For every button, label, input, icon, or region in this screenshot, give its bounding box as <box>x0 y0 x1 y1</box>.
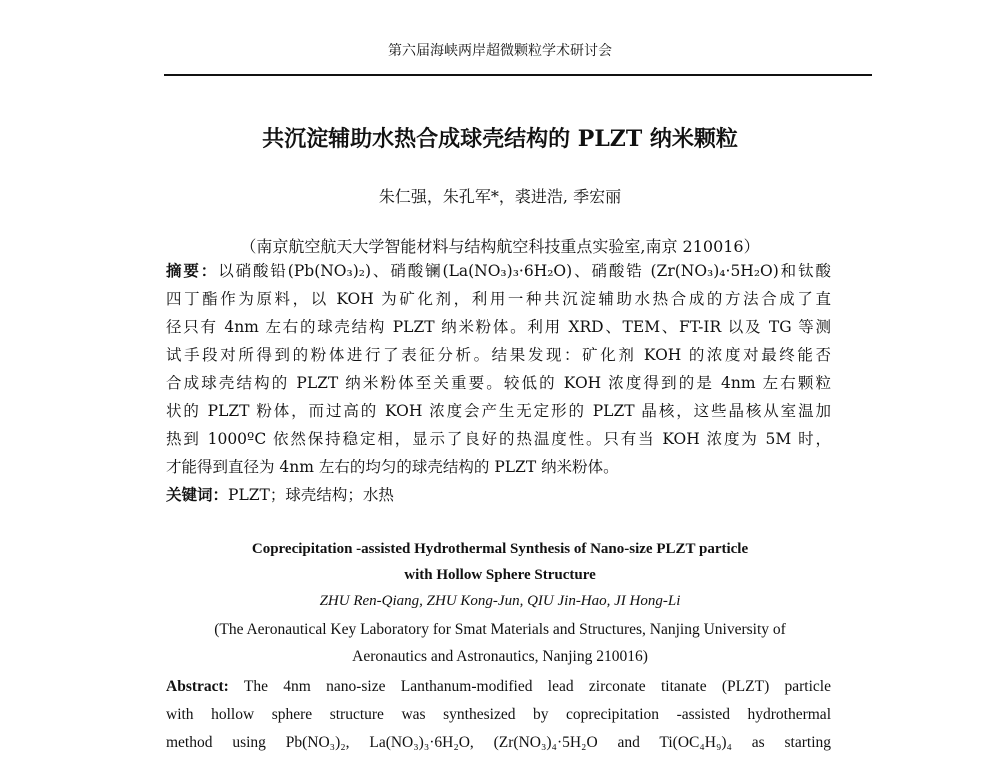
header-rule <box>164 74 872 76</box>
abstract-zh-line: 合成球壳结构的 PLZT 纳米粉体至关重要。较低的 KOH 浓度得到的是 4nm 左右颗粒 <box>166 374 831 392</box>
abstract-zh-line: 状的 PLZT 粉体，而过高的 KOH 浓度会产生无定形的 PLZT 晶核，这些晶核从室温加 <box>166 402 831 420</box>
keywords-zh-text: PLZT；球壳结构；水热 <box>228 486 394 504</box>
abstract-zh-label: 摘要： <box>166 261 219 280</box>
affiliation-zh: （南京航空航天大学智能材料与结构航空科技重点实验室,南京 210016） <box>240 237 760 256</box>
abstract-zh-line: 径只有 4nm 左右的球壳结构 PLZT 纳米粉体。利用 XRD、TEM、FT-IR 以及 TG 等测 <box>166 318 831 336</box>
paper-title-en-line: with Hollow Sphere Structure <box>404 567 596 583</box>
running-header: 第六届海峡两岸超微颗粒学术研讨会 <box>388 43 612 59</box>
authors-zh: 朱仁强，朱孔军*，裘进浩, 季宏丽 <box>378 187 622 206</box>
affiliation-en-line: Aeronautics and Astronautics, Nanjing 210016) <box>352 648 648 665</box>
paper-title-zh: 共沉淀辅助水热合成球壳结构的 PLZT 纳米颗粒 <box>262 126 738 152</box>
abstract-en-line: method using Pb(NO₃)₂, La(NO₃)₃·6H₂O, (Zr(NO₃)₄·5H₂O and Ti(OC₄H₉)₄ as starting <box>166 734 831 751</box>
keywords-zh-label: 关键词： <box>166 485 229 504</box>
keywords-zh <box>166 485 831 505</box>
abstract-en-line: with hollow sphere structure was synthesized by coprecipitation -assisted hydrothermal <box>166 706 831 723</box>
abstract-zh-line: 才能得到直径为 4nm 左右的均匀的球壳结构的 PLZT 纳米粉体。 <box>166 458 619 476</box>
abstract-en-label: Abstract: <box>166 678 229 695</box>
abstract-zh-line: 四丁酯作为原料，以 KOH 为矿化剂，利用一种共沉淀辅助水热合成的方法合成了直 <box>166 290 831 308</box>
abstract-zh-line: 试手段对所得到的粉体进行了表征分析。结果发现：矿化剂 KOH 的浓度对最终能否 <box>166 346 831 364</box>
abstract-en-line: Abstract: The 4nm nano-size Lanthanum-modified lead zirconate titanate (PLZT) particle <box>166 678 831 695</box>
paper-title-en-line: Coprecipitation -assisted Hydrothermal Synthesis of Nano-size PLZT particle <box>251 541 749 557</box>
abstract-zh-line: 摘要：以硝酸铅(Pb(NO₃)₂)、硝酸镧(La(NO₃)₃·6H₂O)、硝酸锆 (Zr(NO₃)₄·5H₂O)和钛酸 <box>166 261 831 280</box>
authors-en: ZHU Ren-Qiang, ZHU Kong-Jun, QIU Jin-Hao, JI Hong-Li <box>319 593 681 609</box>
affiliation-en-line: (The Aeronautical Key Laboratory for Smat Materials and Structures, Nanjing University of <box>214 621 786 638</box>
abstract-zh-line: 热到 1000ºC 依然保持稳定相，显示了良好的热温度性。只有当 KOH 浓度为 5M 时， <box>166 430 831 448</box>
